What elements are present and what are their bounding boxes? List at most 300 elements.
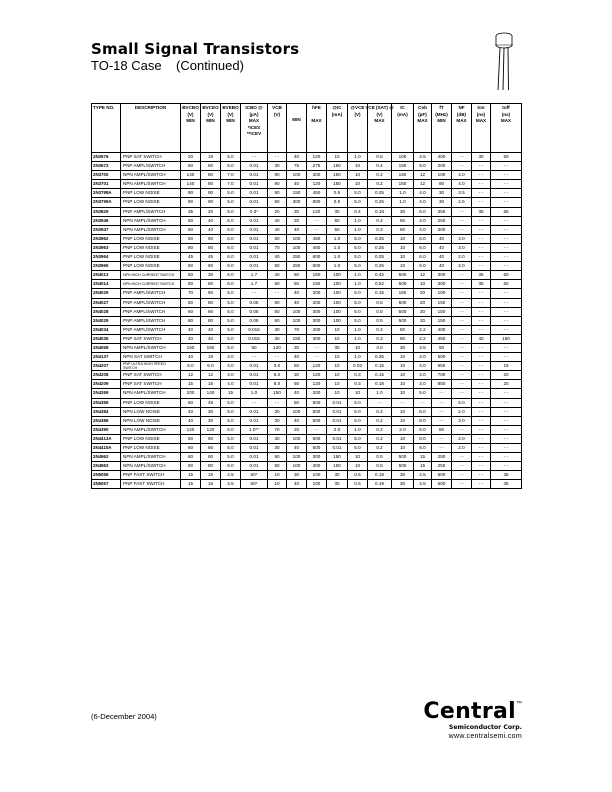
spec-value: 150: [307, 271, 327, 280]
spec-value: 8.0: [414, 444, 432, 453]
spec-value: 120: [307, 371, 327, 380]
type-number: 2N4013: [92, 271, 121, 280]
table-row: [92, 189, 522, 198]
spec-value: - -: [472, 353, 491, 362]
description: PNP SAT SWITCH: [121, 334, 181, 343]
spec-value: - -: [491, 298, 522, 307]
spec-value: 0.18: [368, 207, 392, 216]
spec-value: 150: [327, 171, 348, 180]
spec-value: 50: [392, 225, 414, 234]
spec-value: 3.0: [368, 343, 392, 352]
spec-value: 30: [287, 343, 307, 352]
spec-value: 20: [491, 371, 522, 380]
column-header-line: (V): [227, 111, 234, 117]
spec-value: 6.0: [221, 216, 241, 225]
spec-value: 1.0: [392, 189, 414, 198]
spec-value: 0.5: [327, 198, 348, 207]
spec-value: 0.2: [368, 434, 392, 443]
spec-value: 0.01: [241, 234, 268, 243]
spec-value: 100: [307, 480, 327, 489]
spec-value: - -: [491, 325, 522, 334]
spec-value: 1.0: [241, 389, 268, 398]
spec-value: 10: [327, 153, 348, 162]
spec-value: - -: [452, 162, 472, 171]
spec-value: 60: [181, 225, 201, 234]
spec-value: 20: [491, 380, 522, 389]
spec-value: 1.0: [348, 325, 368, 334]
spec-value: 0.5: [348, 480, 368, 489]
spec-value: - -: [491, 462, 522, 471]
spec-value: 80: [432, 180, 452, 189]
spec-value: 12: [181, 371, 201, 380]
table-row: [92, 362, 522, 371]
spec-value: 10: [392, 407, 414, 416]
spec-value: 0.19: [368, 480, 392, 489]
column-header-line: (MHz): [435, 111, 448, 117]
spec-value: 40: [287, 353, 307, 362]
table-row: [92, 389, 522, 398]
column-header-line: (mA): [331, 111, 343, 117]
spec-value: - -: [491, 253, 522, 262]
spec-value: 100: [327, 271, 348, 280]
spec-value: 40: [201, 325, 221, 334]
type-number: 2N4029: [92, 316, 121, 325]
table-row: [92, 162, 522, 171]
spec-value: 20: [414, 316, 432, 325]
spec-value: 0.01: [241, 189, 268, 198]
spec-value: 5.0: [221, 162, 241, 171]
spec-value: 5.0: [221, 207, 241, 216]
column-header: [327, 104, 348, 153]
spec-value: 50: [268, 453, 287, 462]
spec-value: 40: [268, 253, 287, 262]
spec-value: 40: [181, 325, 201, 334]
spec-value: 40: [432, 262, 452, 271]
column-header-line: VCB: [272, 105, 282, 110]
spec-value: 2.0: [327, 425, 348, 434]
spec-value: 1.0: [392, 198, 414, 207]
spec-value: 6.0: [221, 262, 241, 271]
description: PNP AMPL/SWITCH: [121, 307, 181, 316]
spec-value: - -: [452, 389, 472, 398]
spec-value: 4.0: [221, 353, 241, 362]
spec-value: 4.0: [221, 380, 241, 389]
table-row: [92, 243, 522, 252]
spec-value: 10: [392, 434, 414, 443]
type-number: 2N3947: [92, 225, 121, 234]
spec-value: 6.0: [221, 253, 241, 262]
column-header: [452, 104, 472, 153]
spec-value: 30: [432, 189, 452, 198]
spec-value: 0.01: [241, 216, 268, 225]
spec-value: 0.01: [241, 407, 268, 416]
spec-value: 500: [307, 407, 327, 416]
spec-value: 0.2: [368, 416, 392, 425]
spec-value: - -: [491, 407, 522, 416]
description: NPN LOW NOISE: [121, 407, 181, 416]
type-number: 2N4068: [92, 343, 121, 352]
spec-value: 20: [414, 307, 432, 316]
column-header-line: (dB): [456, 111, 467, 117]
description: PNP LOW NOISE: [121, 234, 181, 243]
spec-value: 6.0: [221, 425, 241, 434]
spec-value: 0.15: [368, 371, 392, 380]
spec-value: 200: [432, 162, 452, 171]
spec-value: 90: [201, 198, 221, 207]
spec-value: 0.25: [368, 253, 392, 262]
spec-value: 35: [472, 207, 491, 216]
spec-value: 40: [181, 334, 201, 343]
type-number: 2N4207: [92, 362, 121, 371]
spec-value: 120: [307, 380, 327, 389]
table-row: [92, 343, 522, 352]
spec-value: 15: [414, 453, 432, 462]
description: PNP LOW NOISE: [121, 189, 181, 198]
spec-value: 900: [307, 198, 327, 207]
spec-value: 3.5: [452, 189, 472, 198]
spec-value: 0.01: [241, 171, 268, 180]
spec-value: 1.0**: [241, 425, 268, 434]
transistor-spec-table: [91, 103, 522, 489]
spec-value: - -: [307, 216, 327, 225]
column-header-line: (ns): [476, 111, 486, 117]
spec-value: - -: [241, 353, 268, 362]
spec-value: 3.0: [268, 362, 287, 371]
spec-value: 4.5: [414, 153, 432, 162]
spec-value: 10: [392, 416, 414, 425]
spec-value: 60: [201, 234, 221, 243]
spec-value: 4.5: [414, 480, 432, 489]
spec-value: 0.3: [368, 334, 392, 343]
type-number: 2N4137: [92, 353, 121, 362]
table-row: [92, 234, 522, 243]
spec-value: 60: [181, 444, 201, 453]
spec-value: 500: [392, 307, 414, 316]
spec-value: 90: [201, 189, 221, 198]
table-row: [92, 316, 522, 325]
spec-value: 40: [201, 225, 221, 234]
spec-value: 100: [327, 298, 348, 307]
spec-value: 20: [287, 216, 307, 225]
spec-value: 0.3: [348, 380, 368, 389]
spec-value: 5.0: [348, 407, 368, 416]
column-header-line: MAX: [456, 118, 467, 123]
spec-value: 10: [327, 334, 348, 343]
spec-value: 40: [287, 480, 307, 489]
table-row: [92, 198, 522, 207]
spec-value: - -: [472, 289, 491, 298]
spec-value: - -: [268, 289, 287, 298]
spec-value: 10: [392, 243, 414, 252]
spec-value: 150: [392, 289, 414, 298]
description: NPN AMPL/SWITCH: [121, 225, 181, 234]
spec-value: - -: [472, 362, 491, 371]
spec-value: 60: [201, 307, 221, 316]
spec-value: 6.0: [414, 207, 432, 216]
spec-value: 500: [392, 298, 414, 307]
spec-value: 1.0: [368, 389, 392, 398]
spec-value: - -: [432, 389, 452, 398]
spec-value: 7.0: [221, 171, 241, 180]
spec-value: 3.0: [452, 243, 472, 252]
spec-value: 60: [181, 398, 201, 407]
spec-value: 60: [201, 453, 221, 462]
table-row: [92, 353, 522, 362]
spec-value: 0.01: [241, 198, 268, 207]
spec-value: 450: [432, 334, 452, 343]
spec-value: 0.52: [368, 280, 392, 289]
spec-value: 10: [268, 480, 287, 489]
spec-value: 5.0: [221, 307, 241, 316]
table-row: [92, 225, 522, 234]
spec-value: 0.01: [241, 434, 268, 443]
spec-value: 150: [307, 280, 327, 289]
spec-value: 3.0: [414, 362, 432, 371]
description: NPN AMPL/SWITCH: [121, 171, 181, 180]
table-row: [92, 434, 522, 443]
type-number: 2N4028: [92, 307, 121, 316]
spec-value: 30: [327, 207, 348, 216]
spec-value: - -: [491, 444, 522, 453]
spec-value: 1.7: [241, 280, 268, 289]
column-header: [121, 104, 181, 153]
spec-value: 500: [307, 444, 327, 453]
spec-value: 0.19: [368, 471, 392, 480]
spec-value: - -: [452, 471, 472, 480]
spec-value: 15: [491, 362, 522, 371]
spec-value: 10: [327, 371, 348, 380]
spec-value: 300: [307, 307, 327, 316]
spec-value: 7.0: [221, 180, 241, 189]
spec-value: 6.0: [414, 234, 432, 243]
spec-value: - -: [392, 398, 414, 407]
spec-value: 70: [268, 425, 287, 434]
spec-value: - -: [491, 180, 522, 189]
spec-value: - -: [491, 171, 522, 180]
spec-value: 2.0: [452, 253, 472, 262]
spec-value: 200: [307, 298, 327, 307]
spec-value: 275: [307, 162, 327, 171]
spec-value: 80: [432, 425, 452, 434]
spec-value: 200: [307, 325, 327, 334]
column-header-line: ton: [477, 105, 485, 110]
spec-value: - -: [268, 353, 287, 362]
spec-value: - -: [472, 453, 491, 462]
spec-value: - -: [452, 462, 472, 471]
spec-value: 35: [472, 271, 491, 280]
spec-value: - -: [472, 262, 491, 271]
spec-value: - -: [472, 180, 491, 189]
company-logo: [414, 701, 522, 741]
spec-value: 30: [268, 434, 287, 443]
spec-value: - -: [452, 362, 472, 371]
spec-value: - -: [472, 162, 491, 171]
spec-value: 30: [327, 343, 348, 352]
spec-value: - -: [452, 371, 472, 380]
spec-value: 0.25: [368, 189, 392, 198]
description: NPN AMPL/SWITCH: [121, 389, 181, 398]
spec-value: 60: [268, 298, 287, 307]
spec-value: 90: [268, 171, 287, 180]
description: NPN HIGH CURRENT SWITCH: [121, 271, 181, 280]
spec-value: 100: [392, 153, 414, 162]
column-header-line: MAX: [248, 118, 260, 123]
spec-value: 15: [181, 480, 201, 489]
spec-value: 150: [392, 180, 414, 189]
spec-value: 40: [472, 334, 491, 343]
description: PNP AMPL/SWITCH: [121, 325, 181, 334]
column-header-line: ICBO @: [245, 105, 263, 110]
spec-value: 0.03: [348, 362, 368, 371]
spec-value: 150: [268, 389, 287, 398]
spec-value: 10: [392, 371, 414, 380]
spec-value: 0.01: [327, 398, 348, 407]
spec-value: 0.01: [327, 434, 348, 443]
spec-value: 10: [348, 171, 368, 180]
spec-value: 140: [181, 171, 201, 180]
type-number: 2N3946: [92, 216, 121, 225]
spec-value: 5.0: [221, 407, 241, 416]
spec-value: 300: [307, 171, 327, 180]
spec-value: 500: [307, 434, 327, 443]
column-header-line: MAX: [475, 118, 487, 123]
column-header: [432, 104, 452, 153]
spec-value: 12: [201, 371, 221, 380]
spec-value: 5.0: [221, 316, 241, 325]
table-row: [92, 334, 522, 343]
column-header-line: IC: [400, 105, 405, 110]
spec-value: 4.0: [414, 225, 432, 234]
column-header-line: MIN: [226, 118, 235, 123]
spec-value: 0.5: [368, 462, 392, 471]
spec-value: 120: [201, 425, 221, 434]
spec-value: 150: [432, 307, 452, 316]
spec-value: 0.25: [368, 234, 392, 243]
spec-value: 250: [432, 453, 452, 462]
spec-value: 80: [201, 171, 221, 180]
spec-value: 0.3: [348, 371, 368, 380]
spec-value: - -: [452, 298, 472, 307]
spec-value: - -: [452, 480, 472, 489]
spec-value: 1.0: [348, 425, 368, 434]
spec-value: 60: [491, 280, 522, 289]
column-header-line: BVEBO: [222, 105, 239, 110]
spec-value: - -: [307, 353, 327, 362]
column-header: [241, 104, 268, 153]
description: PNP ULTRA HIGH SPEED SWITCH: [121, 362, 181, 371]
spec-value: 120: [181, 425, 201, 434]
table-row: [92, 153, 522, 162]
description: PNP AMPL/SWITCH: [121, 162, 181, 171]
description: PNP LOW NOISE: [121, 444, 181, 453]
column-header: [491, 104, 522, 153]
spec-value: 20: [201, 207, 221, 216]
revision-date: (6-December 2004): [91, 712, 157, 721]
spec-value: 40: [287, 416, 307, 425]
spec-value: 30: [287, 371, 307, 380]
spec-value: 0.2: [368, 171, 392, 180]
spec-value: 40: [181, 407, 201, 416]
type-number: 2N4014: [92, 280, 121, 289]
spec-value: 10: [392, 444, 414, 453]
spec-value: 60: [201, 289, 221, 298]
spec-value: 150: [327, 180, 348, 189]
spec-value: 100: [287, 316, 307, 325]
spec-value: 50: [287, 380, 307, 389]
column-header-line: (mA): [397, 111, 408, 117]
spec-value: 5.0: [221, 453, 241, 462]
column-header-line: MAX: [374, 118, 385, 123]
spec-value: 10: [348, 389, 368, 398]
spec-value: - -: [307, 225, 327, 234]
description: NPN AMPL/SWITCH: [121, 453, 181, 462]
spec-value: 100: [287, 407, 307, 416]
spec-value: 2.5: [452, 198, 472, 207]
spec-value: - -: [432, 434, 452, 443]
type-number: 2N4415A: [92, 444, 121, 453]
spec-value: 15: [201, 153, 221, 162]
spec-value: - -: [472, 416, 491, 425]
column-header-line: VCE (SAT) @: [365, 105, 394, 110]
spec-value: 50: [432, 343, 452, 352]
column-header-line: MAX: [417, 118, 428, 123]
to18-transistor-icon: [490, 30, 518, 92]
spec-value: 250: [287, 262, 307, 271]
spec-value: 6.0: [221, 462, 241, 471]
spec-value: 50: [392, 216, 414, 225]
spec-value: 150: [287, 334, 307, 343]
spec-value: 4.0: [414, 189, 432, 198]
spec-value: - -: [472, 298, 491, 307]
spec-value: 500: [392, 453, 414, 462]
spec-value: 5.0: [221, 153, 241, 162]
spec-value: 60: [287, 271, 307, 280]
spec-value: 100: [327, 307, 348, 316]
column-header-line: TYPE NO.: [93, 105, 115, 110]
column-header: [287, 104, 307, 153]
spec-value: - -: [472, 198, 491, 207]
spec-value: 500: [392, 462, 414, 471]
spec-value: 6.0: [414, 243, 432, 252]
spec-value: 8.0: [268, 380, 287, 389]
spec-value: 0.4: [368, 162, 392, 171]
type-number: 2N4209: [92, 380, 121, 389]
column-header: [392, 104, 414, 153]
spec-value: 120: [307, 153, 327, 162]
spec-value: 100: [287, 243, 307, 252]
spec-value: 0.01: [327, 416, 348, 425]
spec-value: 5.0: [221, 444, 241, 453]
column-header: [472, 104, 491, 153]
spec-value: 600: [307, 262, 327, 271]
type-number: 2N3798A: [92, 189, 121, 198]
spec-value: 500: [392, 280, 414, 289]
spec-value: 0.01: [241, 180, 268, 189]
type-number: 2N4208: [92, 371, 121, 380]
column-header-line: BVCBO: [182, 105, 199, 110]
table-row: [92, 280, 522, 289]
table-row: [92, 371, 522, 380]
spec-value: 30: [327, 471, 348, 480]
spec-value: 100: [432, 171, 452, 180]
spec-value: - -: [452, 280, 472, 289]
spec-value: 5.0: [452, 398, 472, 407]
spec-value: - -: [472, 253, 491, 262]
spec-value: 0.05: [241, 307, 268, 316]
column-header-line: fT: [439, 105, 444, 110]
spec-value: 1.0: [327, 262, 348, 271]
spec-value: 80: [181, 280, 201, 289]
